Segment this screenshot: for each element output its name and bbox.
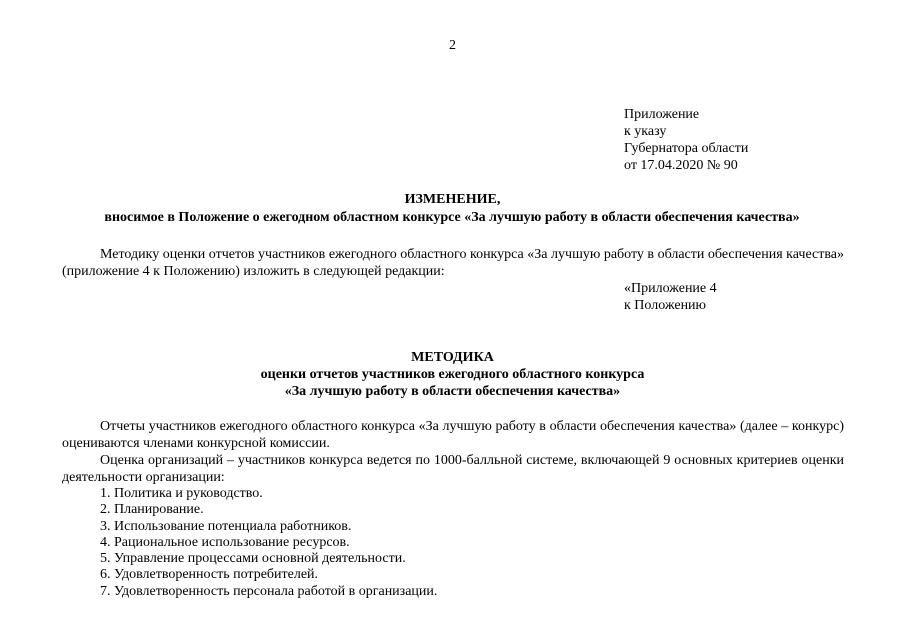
body-paragraph: [62, 452, 844, 486]
body-paragraph: [62, 418, 844, 452]
appendix-line: к указу: [624, 124, 667, 139]
list-item: 1. Политика и руководство.: [100, 486, 263, 501]
list-item: 4. Рациональное использование ресурсов.: [100, 534, 350, 550]
page-number: 2: [449, 38, 456, 53]
method-subtitle: оценки отчетов участников ежегодного областного конкурса: [260, 367, 645, 382]
change-title: ИЗМЕНЕНИЕ,: [404, 192, 501, 207]
appendix-line: Приложение: [624, 107, 700, 122]
method-title: МЕТОДИКА: [411, 350, 494, 365]
list-item: 3. Использование потенциала работников.: [100, 518, 352, 534]
list-item: 7. Удовлетворенность персонала работой в организации.: [100, 583, 438, 599]
criteria-list: [100, 486, 437, 600]
intro-paragraph-text: Методику оценки отчетов участников ежегодного областного конкурса «За лучшую работу в области обеспечения качества» (приложение 4 к Положению) изложить в следующей редакции:: [62, 247, 844, 279]
appendix-line: Губернатора области: [624, 141, 749, 156]
appendix4-header: [624, 280, 717, 314]
list-item: 6. Удовлетворенность потребителей.: [100, 567, 319, 583]
appendix4-line: «Приложение 4: [624, 281, 717, 296]
appendix-header: [624, 106, 748, 174]
body-paragraph-text: Отчеты участников ежегодного областного конкурса «За лучшую работу в области обеспечения качества» (далее – конкурс) оцениваются членами конкурсной комиссии.: [62, 419, 844, 451]
change-subtitle: вносимое в Положение о ежегодном областном конкурсе «За лучшую работу в области обеспечения качества»: [104, 210, 800, 225]
appendix-date-line: от 17.04.2020 № 90: [624, 158, 738, 173]
appendix4-line: к Положению: [624, 298, 707, 313]
method-subtitle: «За лучшую работу в области обеспечения качества»: [284, 384, 621, 399]
body-paragraph-text: Оценка организаций – участников конкурса ведется по 1000-балльной системе, включающей 9 основных критериев оценки деятельности организации:: [62, 453, 844, 485]
list-item: 2. Планирование.: [100, 502, 204, 518]
list-item: 5. Управление процессами основной деятельности.: [100, 551, 406, 567]
intro-paragraph: [62, 246, 844, 280]
